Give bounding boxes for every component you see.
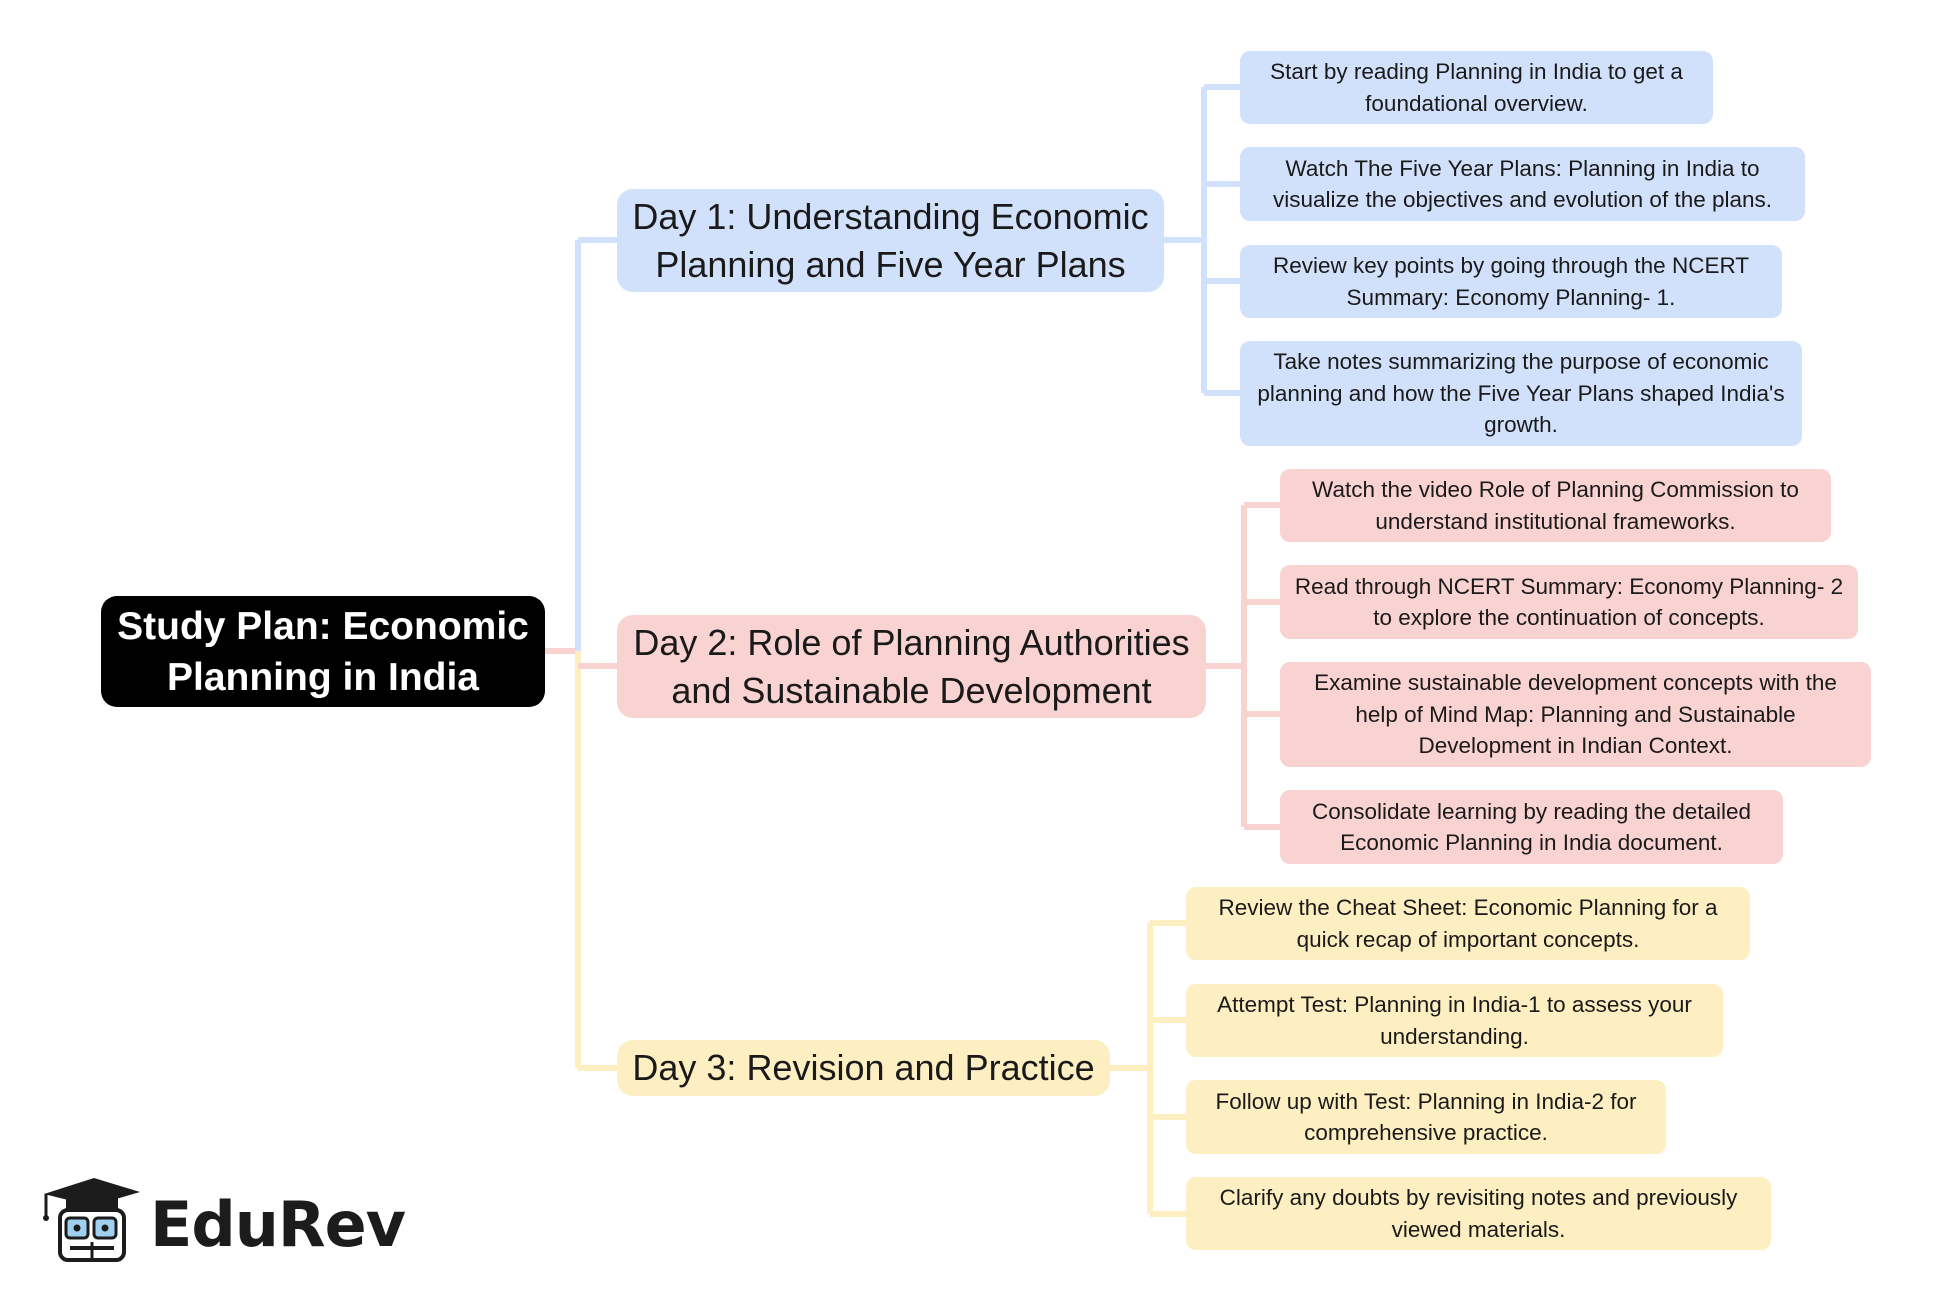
day-3-node	[617, 1040, 1110, 1096]
day-2-task-4	[1280, 790, 1783, 864]
task-text: Follow up with Test: Planning in India-2 for comprehensive practice.	[1215, 1088, 1637, 1145]
edurev-logo-text: EduRev	[150, 1188, 406, 1261]
task-text: Clarify any doubts by revisiting notes and previously viewed materials.	[1219, 1185, 1738, 1242]
day-3-task-2	[1186, 984, 1723, 1057]
day3-connectors	[1110, 923, 1186, 1214]
day-3-label: Day 3: Revision and Practice	[632, 1047, 1095, 1088]
task-text: Examine sustainable development concepts with the help of Mind Map: Planning and Sustainable Development in Indian Context.	[1314, 670, 1837, 759]
day-2-label: Day 2: Role of Planning Authorities and Sustainable Development	[633, 621, 1190, 711]
day2-connectors	[1206, 505, 1280, 827]
day-3-task-4	[1186, 1177, 1771, 1250]
day-2-task-2	[1280, 565, 1858, 639]
task-text: Watch the video Role of Planning Commission to understand institutional frameworks.	[1312, 477, 1799, 534]
day-1-node	[617, 189, 1164, 292]
day-2-task-3	[1280, 662, 1871, 767]
day-3-task-1	[1186, 887, 1750, 960]
day-1-task-3	[1240, 245, 1782, 318]
day-1-task-1	[1240, 51, 1713, 124]
day-1-task-2	[1240, 147, 1805, 221]
day-3-task-3	[1186, 1080, 1666, 1154]
day1-connectors	[1164, 87, 1240, 393]
root-node	[101, 596, 545, 707]
day-1-label: Day 1: Understanding Economic Planning and Five Year Plans	[632, 195, 1149, 285]
day-2-task-1	[1280, 469, 1831, 542]
task-text: Consolidate learning by reading the detailed Economic Planning in India document.	[1311, 798, 1752, 855]
task-text: Take notes summarizing the purpose of economic planning and how the Five Year Plans shaped India's growth.	[1257, 349, 1785, 438]
task-text: Start by reading Planning in India to get a foundational overview.	[1270, 59, 1683, 116]
day-1-task-4	[1240, 341, 1802, 446]
root-label: Study Plan: Economic Planning in India	[117, 604, 529, 699]
task-text: Review key points by going through the NCERT Summary: Economy Planning- 1.	[1272, 253, 1750, 310]
task-text: Read through NCERT Summary: Economy Planning- 2 to explore the continuation of concepts.	[1294, 573, 1844, 630]
task-text: Attempt Test: Planning in India-1 to assess your understanding.	[1217, 992, 1692, 1049]
root-connectors	[545, 240, 617, 1068]
task-text: Watch The Five Year Plans: Planning in India to visualize the objectives and evolution of the plans.	[1272, 155, 1773, 212]
task-text: Review the Cheat Sheet: Economic Planning for a quick recap of important concepts.	[1218, 895, 1718, 952]
day-2-node	[617, 615, 1206, 718]
